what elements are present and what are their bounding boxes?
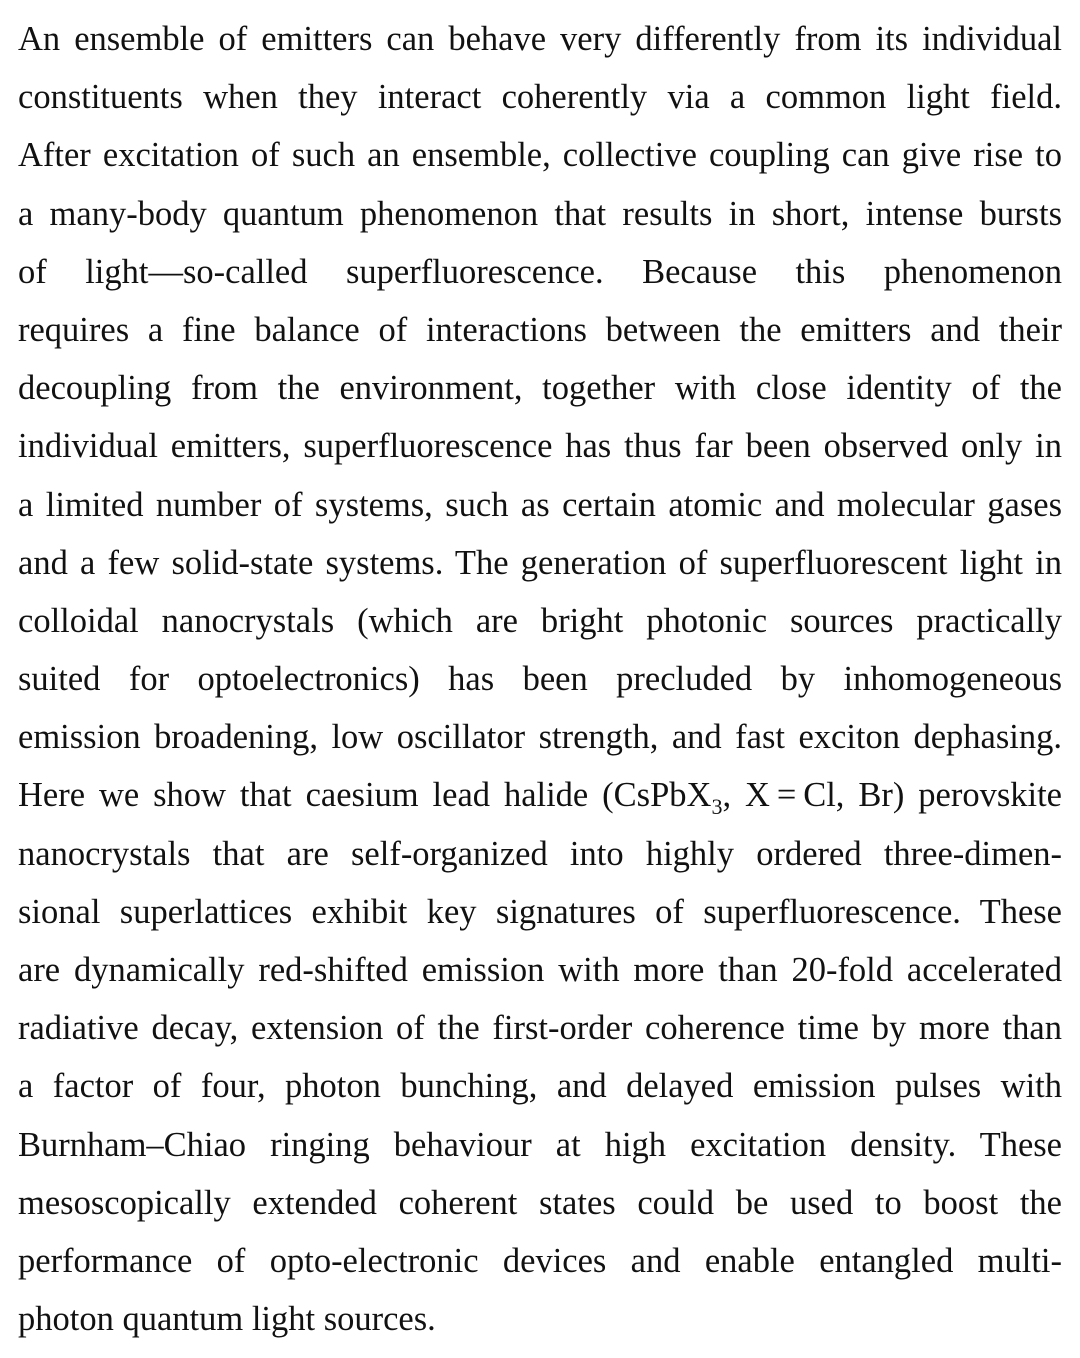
text-line-last: photon quantum light sources. xyxy=(18,1300,436,1339)
text-line: are dynamically red-shifted emission with more than 20-fold accelerated xyxy=(18,951,1062,989)
text-line: An ensemble of emitters can behave very differently from its individual xyxy=(18,20,1062,58)
text-line: and a few solid-state systems. The generation of superfluorescent light in xyxy=(18,543,1062,582)
formula-prefix: Here we show that caesium lead halide (CsPbX xyxy=(18,776,712,815)
text-line: of light—so-called superfluorescence. Because this phenomenon xyxy=(18,252,1062,291)
text-line: decoupling from the environment, together with close identity of the xyxy=(18,369,1062,408)
text-line: suited for optoelectronics) has been precluded by inhomogeneous xyxy=(18,660,1062,699)
text-line: a limited number of systems, such as certain atomic and molecular gases xyxy=(18,485,1062,524)
text-line: Burnham–Chiao ringing behaviour at high excitation density. These xyxy=(18,1125,1062,1164)
text-line: mesoscopically extended coherent states could be used to boost the xyxy=(18,1183,1062,1222)
text-line-formula xyxy=(18,766,1062,824)
text-line: nanocrystals that are self-organized into highly ordered three-dimen- xyxy=(18,834,1062,873)
text-line: individual emitters, superfluorescence has thus far been observed only in xyxy=(18,427,1062,466)
text-line: colloidal nanocrystals (which are bright photonic sources practically xyxy=(18,601,1062,640)
formula-suffix: , X = Cl, Br) perovskite xyxy=(722,776,1062,815)
text-line: constituents when they interact coherently via a common light field. xyxy=(18,78,1062,117)
text-line: sional superlattices exhibit key signatures of superfluorescence. These xyxy=(18,892,1062,931)
abstract-paragraph xyxy=(18,10,1062,1348)
text-line: requires a fine balance of interactions between the emitters and their xyxy=(18,310,1062,349)
text-line: performance of opto-electronic devices and enable entangled multi- xyxy=(18,1241,1062,1280)
text-line: a factor of four, photon bunching, and delayed emission pulses with xyxy=(18,1067,1062,1106)
text-line: After excitation of such an ensemble, collective coupling can give rise to xyxy=(18,136,1062,175)
text-line: emission broadening, low oscillator strength, and fast exciton dephasing. xyxy=(18,718,1062,757)
formula-subscript: 3 xyxy=(711,794,723,820)
text-line: a many-body quantum phenomenon that results in short, intense bursts xyxy=(18,194,1062,233)
text-line: radiative decay, extension of the first-order coherence time by more than xyxy=(18,1009,1062,1048)
